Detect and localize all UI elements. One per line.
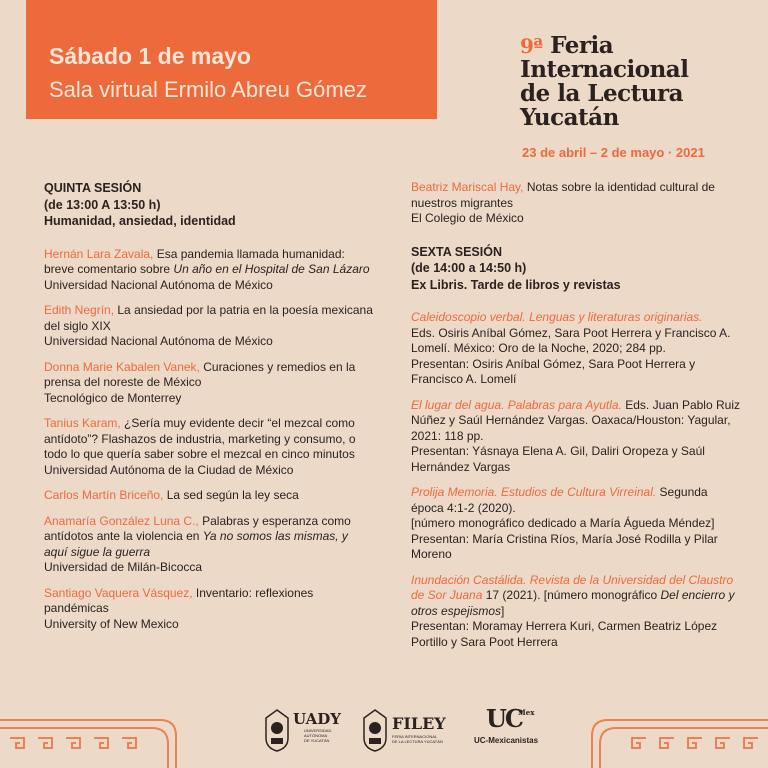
fair-title-line3: de la Lectura [520, 80, 684, 107]
entry-author: Hernán Lara Zavala, [44, 246, 154, 261]
event-venue: Sala virtual Ermilo Abreu Gómez [49, 77, 367, 102]
book-item [411, 485, 741, 563]
entry-talk: Palabras y esperanza como antídotos ante la violencia en [44, 513, 351, 543]
book-item [411, 310, 741, 388]
book-presenters: Presentan: Moramay Herrera Kuri, Carmen Beatriz López Portillo y Sara Poot Herrera [411, 619, 718, 649]
filey-logo [362, 704, 457, 754]
entry-author: Edith Negrín, [44, 303, 115, 317]
uc-mex: Mex [518, 708, 535, 717]
book-title: Inundación Castálida. Revista de la Universidad del Claustro de Sor Juana [411, 572, 734, 602]
entry-talk-italic: Un año en el Hospital de San Lázaro [173, 262, 370, 276]
filey-sub1: FERIA INTERNACIONAL [392, 734, 438, 739]
entry-talk: Inventario: reflexiones pandémicas [44, 585, 314, 615]
book-details-end: ] [501, 603, 505, 618]
book-item [411, 573, 741, 651]
session6-title: SEXTA SESIÓN [411, 244, 502, 259]
list-item [44, 360, 374, 407]
list-item [44, 303, 374, 350]
header-banner [26, 0, 437, 119]
entry-author: Carlos Martín Briceño, [44, 488, 164, 502]
entry-talk: Curaciones y remedios en la prensa del noreste de México [44, 359, 356, 389]
entry-institution: El Colegio de México [411, 211, 524, 225]
session6-column [411, 180, 741, 650]
entry-author: Anamaría González Luna C., [44, 513, 199, 528]
book-item [411, 398, 741, 476]
uc-monogram: UC [486, 704, 523, 733]
list-item [44, 416, 374, 478]
book-details: Eds. Juan Pablo Ruiz Núñez y Saúl Hernández Vargas. Oaxaca/Houston: Yagular, 2021: 118 pp. [411, 397, 740, 443]
uady-name: UADY [293, 710, 341, 728]
fair-title-line1: Feria [550, 32, 614, 59]
uady-sub2: AUTÓNOMA [304, 733, 328, 738]
book-details: Eds. Osiris Aníbal Gómez, Sara Poot Herrera y Francisco A. Lomelí. México: Oro de la Noche, 2020; 284 pp. [411, 325, 731, 355]
book-presenters: Presentan: María Cristina Ríos, María José Rodilla y Pilar Moreno [411, 531, 718, 561]
fair-title-line2: Internacional [520, 56, 689, 83]
fair-title [520, 34, 760, 130]
fair-dates: 23 de abril – 2 de mayo · 2021 [522, 145, 705, 160]
uady-sub3: DE YUCATÁN [304, 738, 330, 743]
fair-edition: 9ª [520, 34, 543, 58]
entry-institution: University of New Mexico [44, 616, 179, 631]
entry-author: Donna Marie Kabalen Vanek, [44, 359, 200, 374]
list-item [44, 247, 374, 294]
entry-author: Santiago Vaquera Vásquez, [44, 585, 193, 600]
session6-theme: Ex Libris. Tarde de libros y revistas [411, 277, 621, 292]
book-presenters: Presentan: Osiris Aníbal Gómez, Sara Poot Herrera y Francisco A. Lomelí [411, 356, 696, 386]
filey-sub2: DE LA LECTURA YUCATÁN [392, 739, 443, 744]
list-item [44, 514, 374, 576]
book-details-italic: Del encierro y otros espejismos [411, 588, 735, 618]
session5-title: QUINTA SESIÓN [44, 181, 142, 195]
session5-theme: Humanidad, ansiedad, identidad [44, 214, 236, 228]
entry-institution: Universidad Nacional Autónoma de México [44, 334, 273, 348]
entry-talk: La sed según la ley seca [163, 488, 299, 502]
session5-column [44, 180, 374, 632]
book-details: 17 (2021). [número monográfico [482, 588, 661, 602]
entry-institution: Universidad de Milán-Bicocca [44, 560, 203, 574]
session5-entries [44, 247, 374, 633]
entry-institution: Universidad Nacional Autónoma de México [44, 277, 273, 292]
uc-name: UC-Mexicanistas [474, 736, 539, 745]
entry-talk: ¿Sería muy evidente decir “el mezcal como antídoto”? Flashazos de industria, marketing y consumo, o todo lo que quería saber sobre el mezcal en cinco minutos [44, 416, 356, 461]
footer-logos [264, 704, 564, 754]
uc-mexicanistas-logo [472, 704, 562, 754]
session5-time: (de 13:00 A 13:50 h) [44, 197, 161, 212]
book-presenters: Presentan: Yásnaya Elena A. Gil, Daliri Oropeza y Saúl Hernández Vargas [411, 444, 705, 474]
entry-talk: Esa pandemia llamada humanidad: breve comentario sobre [44, 246, 345, 276]
event-date: Sábado 1 de mayo [49, 43, 251, 69]
filey-seal-icon [362, 708, 388, 752]
book-title: Caleidoscopio verbal. Lenguas y literaturas originarias. [411, 310, 703, 324]
entry-talk: Notas sobre la identidad cultural de nuestros migrantes [411, 180, 715, 210]
entry-institution: Tecnológico de Monterrey [44, 390, 182, 405]
entry-talk-italic: Ya no somos las mismas, y aquí sigue la guerra [44, 529, 348, 559]
uady-seal-icon [264, 708, 290, 752]
fair-title-line4: Yucatán [520, 104, 619, 131]
session6-time: (de 14:00 a 14:50 h) [411, 261, 527, 275]
entry-talk: La ansiedad por la patria en la poesía mexicana del siglo XIX [44, 303, 373, 333]
uady-logo [264, 704, 349, 754]
filey-name: FILEY [392, 714, 446, 733]
book-details-note: [número monográfico dedicado a María Águeda Méndez] [411, 516, 715, 530]
book-title: El lugar del agua. Palabras para Ayutla. [411, 397, 622, 412]
entry-author: Tanius Karam, [44, 416, 121, 430]
list-item [44, 488, 374, 504]
entry-institution: Universidad Autónoma de la Ciudad de México [44, 462, 294, 477]
uady-sub1: UNIVERSIDAD [304, 728, 332, 733]
session6-books [411, 310, 741, 650]
list-item [44, 586, 374, 633]
book-title: Prolija Memoria. Estudios de Cultura Virreinal. [411, 485, 657, 499]
list-item [411, 180, 741, 227]
entry-author: Beatriz Mariscal Hay, [411, 180, 524, 194]
book-details: Segunda época 4:1-2 (2020). [411, 485, 708, 515]
